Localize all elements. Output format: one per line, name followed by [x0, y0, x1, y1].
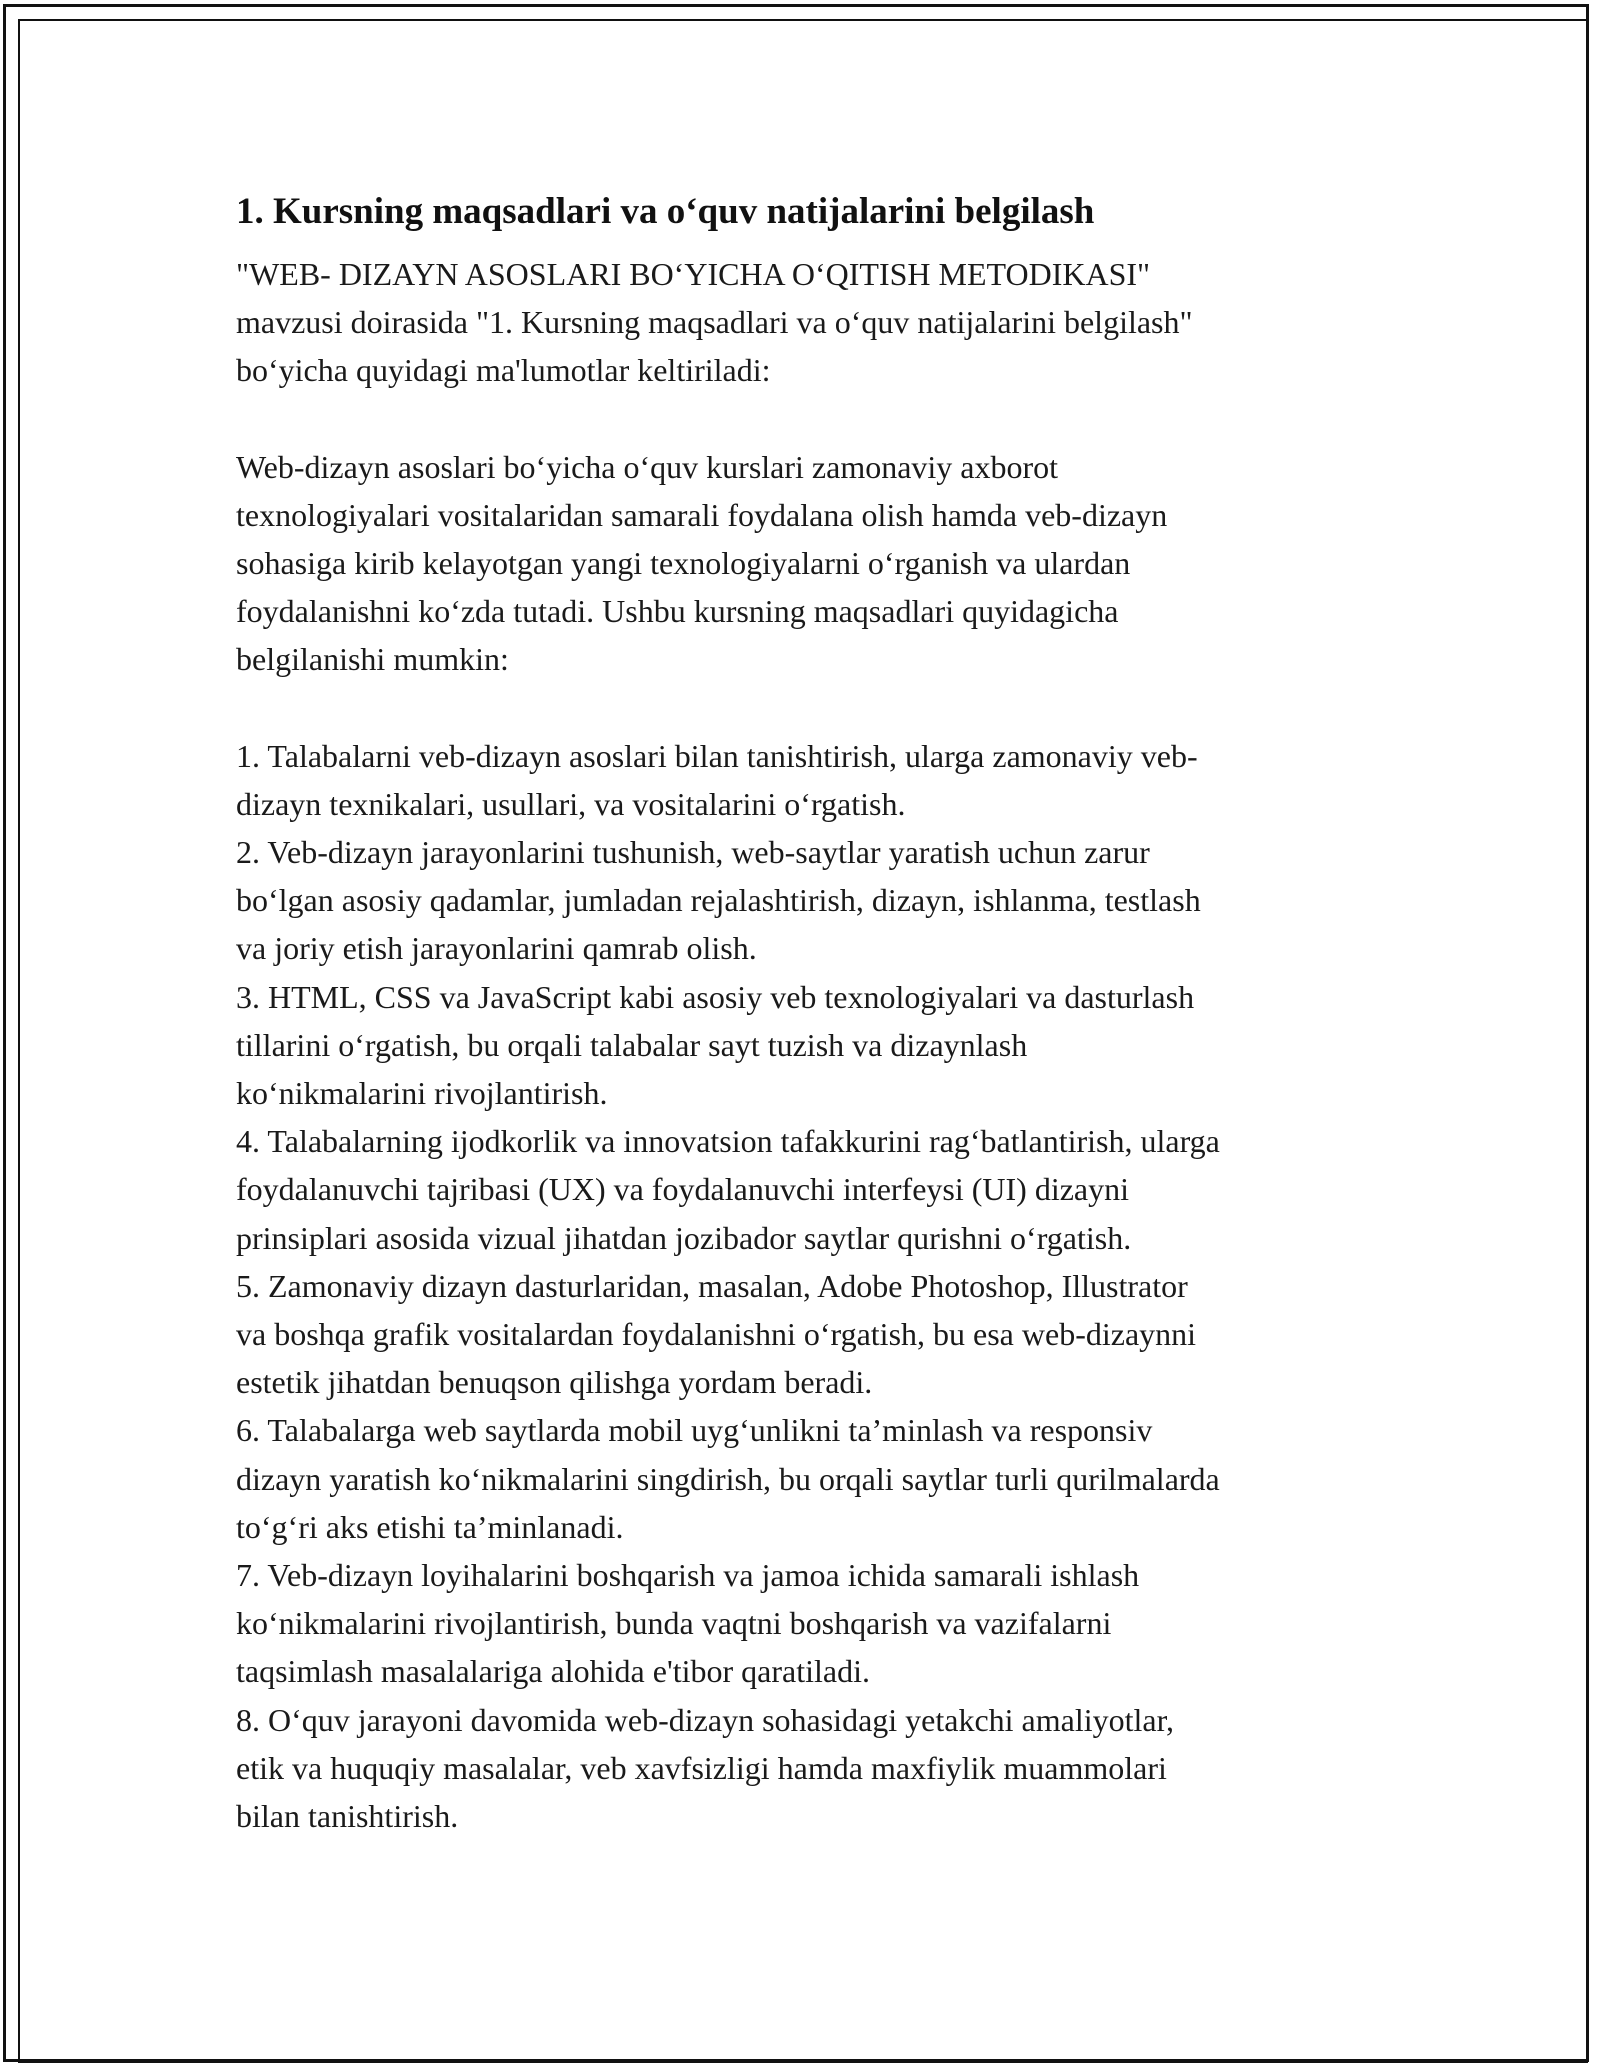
list-item: 5. Zamonaviy dizayn dasturlaridan, masalan, Adobe Photoshop, Illustrator va boshqa grafik vositalardan foydalanishni o‘rgatish, bu esa web-dizaynni estetik jihatdan benuqson qilishga yordam beradi. — [236, 1267, 1197, 1401]
spacer — [236, 684, 1376, 732]
spacer — [236, 395, 1376, 443]
list-item: 8. O‘quv jarayoni davomida web-dizayn sohasidagi yetakchi amaliyotlar, etik va huquqiy masalalar, veb xavfsizligi hamda maxfiylik muammolari bilan tanishtirish. — [236, 1701, 1174, 1835]
section-heading: 1. Kursning maqsadlari va o‘quv natijalarini belgilash — [236, 191, 1095, 232]
description-paragraph: Web-dizayn asoslari bo‘yicha o‘quv kurslari zamonaviy axborot texnologiyalari vositalaridan samarali foydalana olish hamda veb-dizayn sohasiga kirib kelayotgan yangi texnologiyalarni o‘rganish va ulardan foydalanishni ko‘zda tutadi. Ushbu kursning maqsadlari quyidagicha belgilanishi mumkin: — [236, 448, 1168, 678]
goals-list — [236, 732, 1376, 1841]
list-item: 2. Veb-dizayn jarayonlarini tushunish, web-saytlar yaratish uchun zarur bo‘lgan asosiy qadamlar, jumladan rejalashtirish, dizayn, ishlanma, testlash va joriy etish jarayonlarini qamrab olish. — [236, 834, 1201, 967]
list-item: 1. Talabalarni veb-dizayn asoslari bilan tanishtirish, ularga zamonaviy veb- dizayn texnikalari, usullari, va vositalarini o‘rgatish. — [236, 737, 1198, 822]
list-item: 7. Veb-dizayn loyihalarini boshqarish va jamoa ichida samarali ishlash ko‘nikmalarini rivojlantirish, bunda vaqtni boshqarish va vazifalarni taqsimlash masalalariga alohida e'tibor qaratiladi. — [236, 1557, 1140, 1690]
intro-paragraph: "WEB- DIZAYN ASOSLARI BO‘YICHA O‘QITISH METODIKASI" mavzusi doirasida "1. Kursning maqsadlari va o‘quv natijalarini belgilash" bo‘yicha quyidagi ma'lumotlar keltiriladi: — [236, 256, 1193, 389]
document-body — [236, 188, 1376, 1840]
list-item: 3. HTML, CSS va JavaScript kabi asosiy veb texnologiyalari va dasturlash tillarini o‘rgatish, bu orqali talabalar sayt tuzish va dizaynlash ko‘nikmalarini rivojlantirish. — [236, 978, 1195, 1112]
list-item: 4. Talabalarning ijodkorlik va innovatsion tafakkurini rag‘batlantirish, ularga foydalanuvchi tajribasi (UX) va foydalanuvchi interfeysi (UI) dizayni prinsiplari asosida vizual jihatdan jozibador saytlar qurishni o‘rgatish. — [236, 1123, 1220, 1256]
list-item: 6. Talabalarga web saytlarda mobil uyg‘unlikni ta’minlash va responsiv dizayn yaratish ko‘nikmalarini singdirish, bu orqali saytlar turli qurilmalarda to‘g‘ri aks etishi ta’minlanadi. — [236, 1412, 1220, 1545]
